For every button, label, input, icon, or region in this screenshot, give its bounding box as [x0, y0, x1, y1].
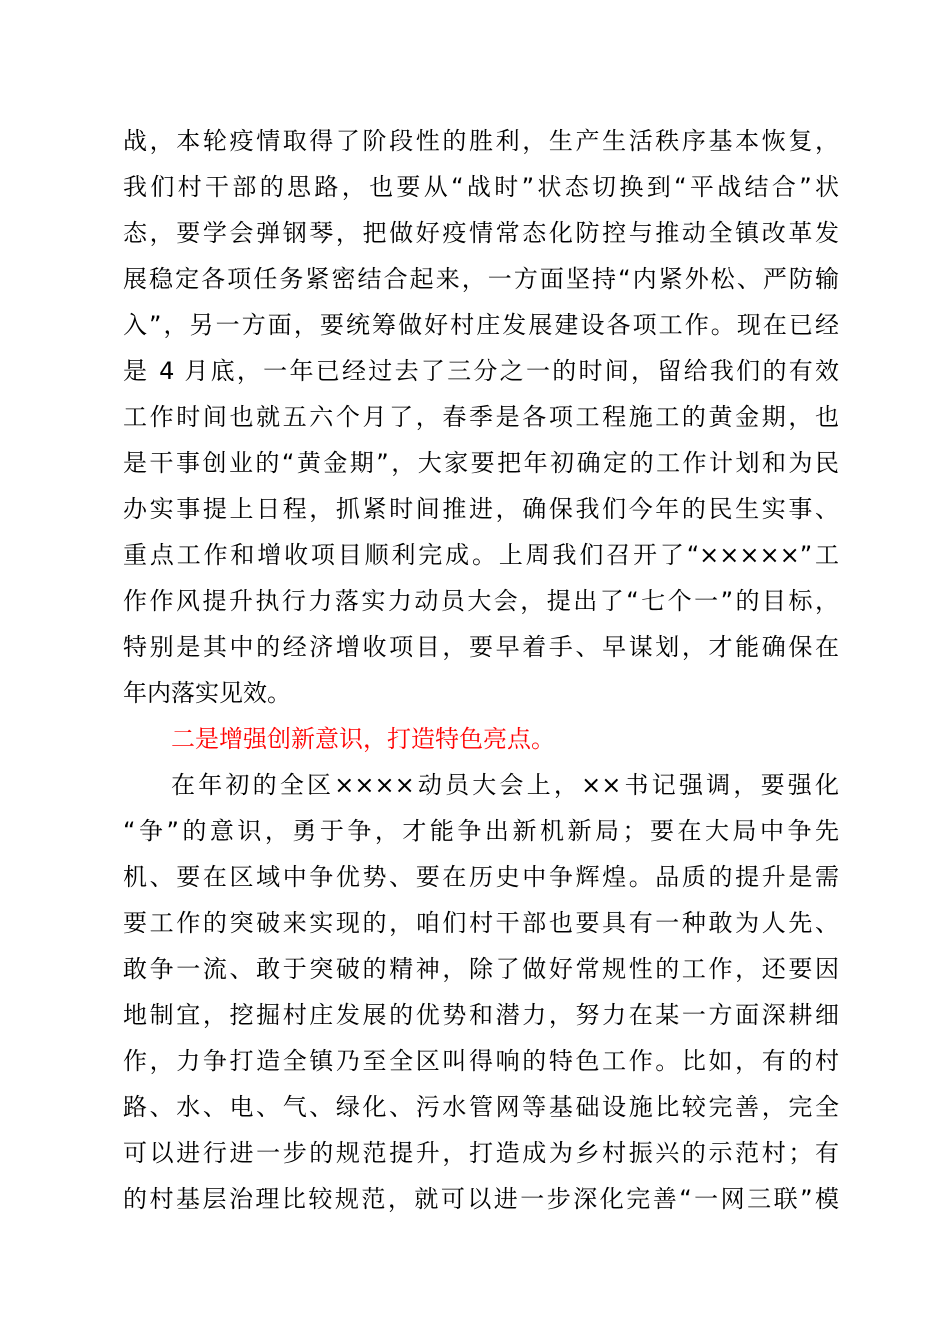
paragraph-1-line: 作作风提升执行力落实力动员大会，提出了“七个一”的目标， [123, 587, 839, 615]
paragraph-1-line: 工作时间也就五六个月了，春季是各项工程施工的黄金期，也 [123, 403, 839, 431]
paragraph-1-last-line: 年内落实见效。 [123, 679, 291, 707]
paragraph-2-first-line: 在年初的全区××××动员大会上，××书记强调，要强化 [171, 771, 839, 799]
section-heading: 二是增强创新意识，打造特色亮点。 [171, 725, 555, 753]
paragraph-1-line: 是干事创业的“黄金期”，大家要把年初确定的工作计划和为民 [123, 449, 839, 477]
paragraph-2-line: 作，力争打造全镇乃至全区叫得响的特色工作。比如，有的村 [123, 1047, 839, 1075]
paragraph-2-line: 要工作的突破来实现的，咱们村干部也要具有一种敢为人先、 [123, 909, 839, 937]
paragraph-2-line: 可以进行进一步的规范提升，打造成为乡村振兴的示范村；有 [123, 1139, 839, 1167]
paragraph-2-line: “争”的意识，勇于争，才能争出新机新局；要在大局中争先 [123, 817, 839, 845]
paragraph-1-line: 重点工作和增收项目顺利完成。上周我们召开了“×××××”工 [123, 541, 839, 569]
body-text [123, 118, 839, 1222]
paragraph-1-line: 态，要学会弹钢琴，把做好疫情常态化防控与推动全镇改革发 [123, 219, 839, 247]
paragraph-1-line: 我们村干部的思路，也要从“战时”状态切换到“平战结合”状 [123, 173, 839, 201]
paragraph-1-line: 入”，另一方面，要统筹做好村庄发展建设各项工作。现在已经 [123, 311, 839, 339]
paragraph-1-line: 是 4 月底，一年已经过去了三分之一的时间，留给我们的有效 [123, 357, 839, 385]
paragraph-2-line: 路、水、电、气、绿化、污水管网等基础设施比较完善，完全 [123, 1093, 839, 1121]
paragraph-1-line: 特别是其中的经济增收项目，要早着手、早谋划，才能确保在 [123, 633, 839, 661]
paragraph-1-line: 战，本轮疫情取得了阶段性的胜利，生产生活秩序基本恢复， [123, 127, 839, 155]
paragraph-2-line: 的村基层治理比较规范，就可以进一步深化完善“一网三联”模 [123, 1185, 839, 1213]
paragraph-2-line: 机、要在区域中争优势、要在历史中争辉煌。品质的提升是需 [123, 863, 839, 891]
paragraph-2-line: 地制宜，挖掘村庄发展的优势和潜力，努力在某一方面深耕细 [123, 1001, 839, 1029]
paragraph-1-line: 展稳定各项任务紧密结合起来，一方面坚持“内紧外松、严防输 [123, 265, 839, 293]
paragraph-1-line: 办实事提上日程，抓紧时间推进，确保我们今年的民生实事、 [123, 495, 839, 523]
paragraph-2-line: 敢争一流、敢于突破的精神，除了做好常规性的工作，还要因 [123, 955, 839, 983]
